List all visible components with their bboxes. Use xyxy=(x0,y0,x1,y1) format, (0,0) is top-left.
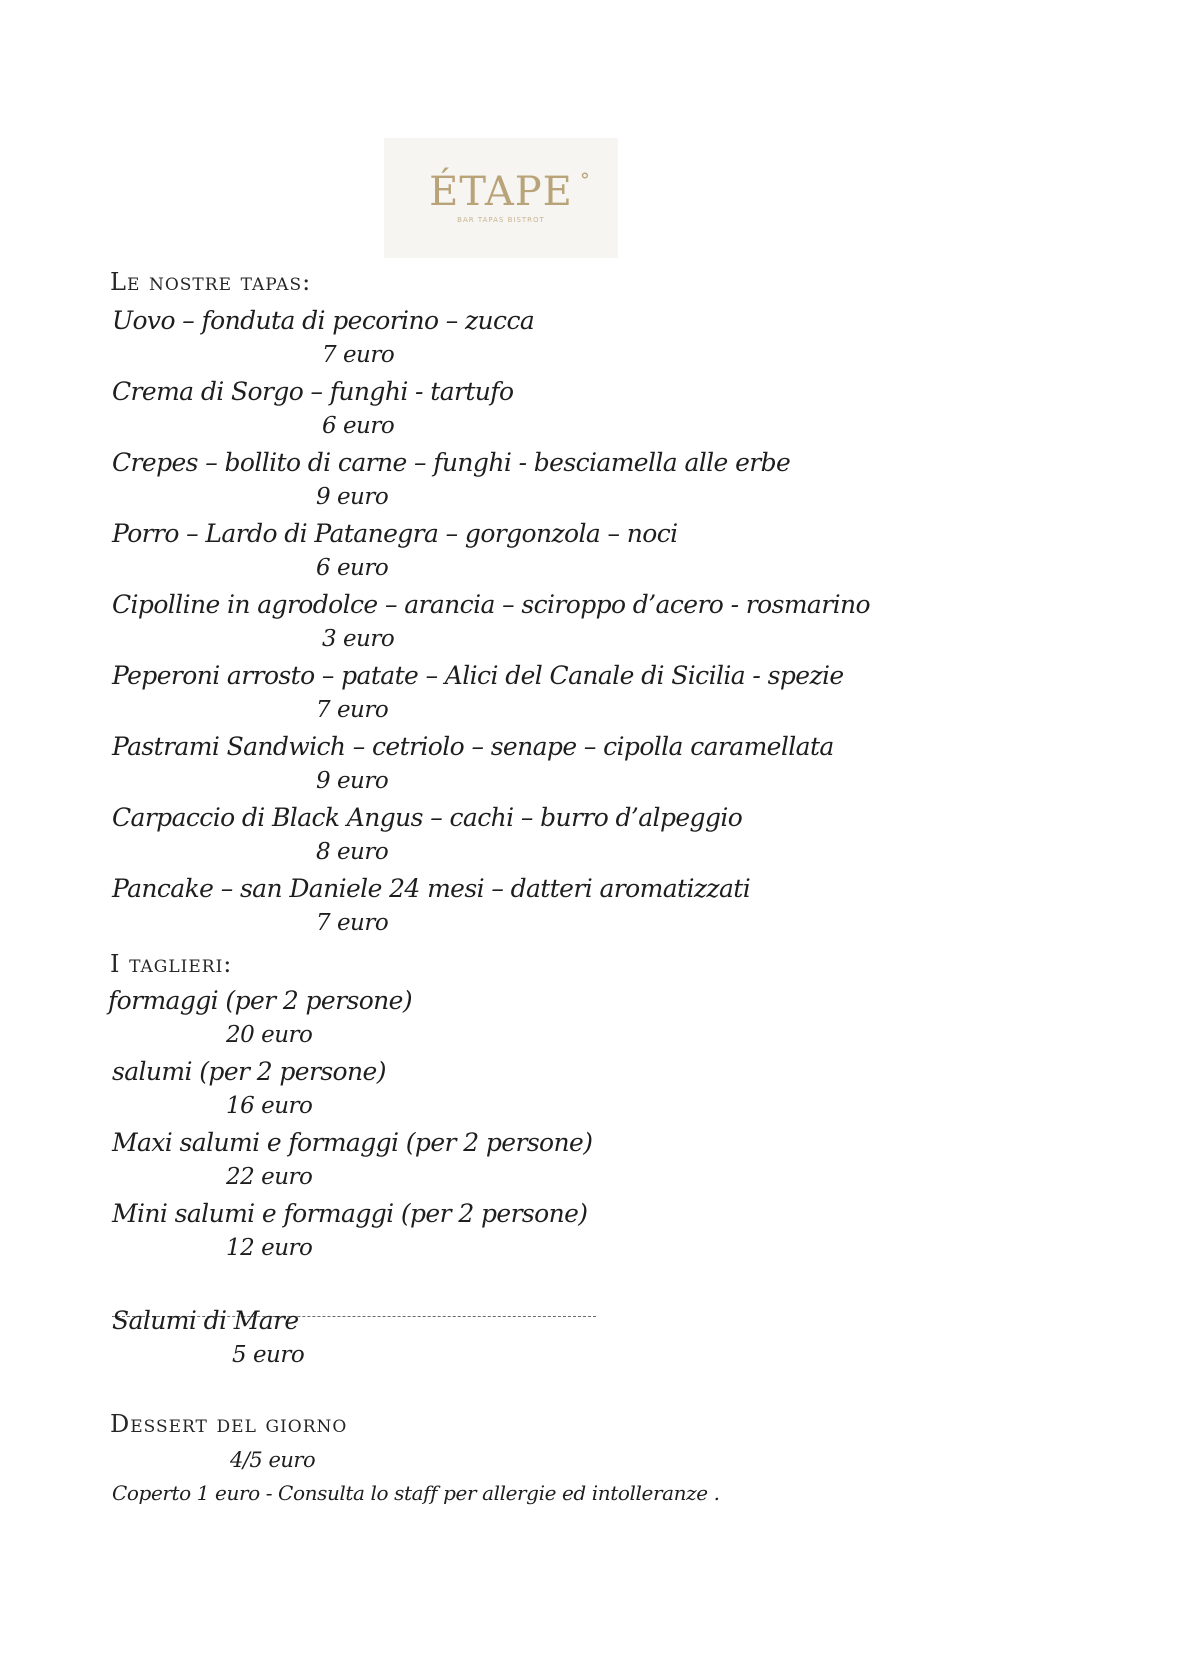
menu-item-price: 3 euro xyxy=(322,626,395,652)
menu-item-name: Porro – Lardo di Patanegra – gorgonzola – noci xyxy=(112,519,678,548)
menu-item-price: 22 euro xyxy=(226,1164,313,1190)
menu-item-name: Uovo – fonduta di pecorino – zucca xyxy=(112,306,535,335)
menu-item-price: 9 euro xyxy=(316,484,389,510)
footer-note: Coperto 1 euro - Consulta lo staff per allergie ed intolleranze . xyxy=(112,1481,720,1505)
menu-item-name: Peperoni arrosto – patate – Alici del Canale di Sicilia - spezie xyxy=(112,661,844,690)
menu-item-price: 6 euro xyxy=(322,413,395,439)
menu-item-name: salumi (per 2 persone) xyxy=(112,1057,386,1086)
menu-item-price: 7 euro xyxy=(316,910,389,936)
menu-item-name: Mini salumi e formaggi (per 2 persone) xyxy=(112,1199,588,1228)
menu-item-name: Carpaccio di Black Angus – cachi – burro d’alpeggio xyxy=(112,803,743,832)
menu-item-name: formaggi (per 2 persone) xyxy=(108,986,412,1015)
logo-swirl: ° xyxy=(579,168,591,192)
menu-item-name: Maxi salumi e formaggi (per 2 persone) xyxy=(112,1128,593,1157)
taglieri-heading: I taglieri: xyxy=(110,950,233,978)
dessert-heading: Dessert del giorno xyxy=(110,1410,348,1438)
menu-item-name: Salumi di Mare xyxy=(112,1306,299,1335)
menu-item-name: Crema di Sorgo – funghi - tartufo xyxy=(112,377,514,406)
logo-text: ÉTAPE xyxy=(429,169,573,215)
menu-item-price: 7 euro xyxy=(316,697,389,723)
menu-item-name: Cipolline in agrodolce – arancia – sciroppo d’acero - rosmarino xyxy=(112,590,870,619)
menu-item-price: 9 euro xyxy=(316,768,389,794)
logo-subtitle: BAR TAPAS BISTROT xyxy=(457,216,545,224)
menu-item-name: Pancake – san Daniele 24 mesi – datteri aromatizzati xyxy=(112,874,751,903)
menu-item-price: 7 euro xyxy=(322,342,395,368)
menu-item-price: 12 euro xyxy=(226,1235,313,1261)
menu-item-price: 20 euro xyxy=(226,1022,313,1048)
menu-item-price: 6 euro xyxy=(316,555,389,581)
menu-item-price: 16 euro xyxy=(226,1093,313,1119)
menu-item-price: 8 euro xyxy=(316,839,389,865)
dessert-price: 4/5 euro xyxy=(230,1448,316,1472)
menu-item-price: 5 euro xyxy=(232,1342,305,1368)
logo xyxy=(384,138,618,258)
tapas-heading: Le nostre tapas: xyxy=(110,268,312,296)
menu-item-name: Pastrami Sandwich – cetriolo – senape – cipolla caramellata xyxy=(112,732,834,761)
menu-item-name: Crepes – bollito di carne – funghi - besciamella alle erbe xyxy=(112,448,791,477)
